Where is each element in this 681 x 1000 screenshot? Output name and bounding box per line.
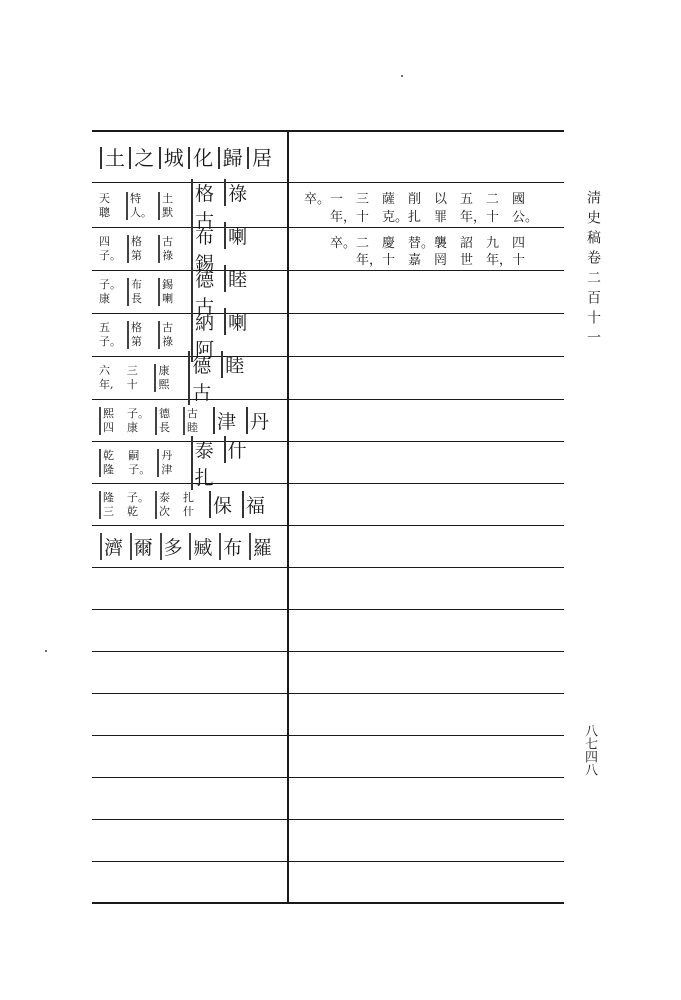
name-char: 喇	[224, 222, 247, 249]
row-line	[92, 651, 564, 652]
name-char: 津	[213, 407, 236, 434]
entry-row	[92, 484, 286, 525]
entry-note: 錫喇	[158, 278, 183, 306]
name-char: 喇	[224, 308, 247, 335]
entry-note: 隆三	[99, 491, 121, 519]
entry-note: 六年,	[99, 364, 114, 391]
heading-char: 之	[129, 147, 154, 169]
entry-note: 三十	[126, 364, 138, 391]
side-title	[580, 190, 600, 350]
row-line	[92, 819, 564, 820]
entry-note: 特人。	[126, 192, 152, 220]
page-number	[580, 724, 600, 776]
row-line	[92, 777, 564, 778]
entry-note: 布長	[127, 278, 152, 306]
entry-note: 五子。	[99, 321, 121, 348]
entry-note: 天聰	[99, 191, 110, 219]
entry-name	[191, 436, 286, 490]
right-row1-line2: 年，十 克。扎 罪 年，十 公。	[304, 210, 539, 225]
entry-note: 子。康	[99, 278, 121, 305]
heading-char: 化	[188, 147, 213, 169]
heading-char: 城	[159, 147, 184, 169]
entry-name	[188, 351, 286, 405]
name-char: 多	[160, 533, 183, 560]
name-char: 古	[191, 206, 214, 233]
name-char: 扎	[191, 463, 214, 490]
name-char: 德	[188, 351, 211, 378]
heading-char: 居	[247, 147, 272, 169]
right-row2-line1: 卒。二 慶 替。襲 詔 九 四	[304, 236, 526, 251]
entry-row	[92, 226, 286, 275]
row-line	[92, 567, 564, 568]
entry-name	[213, 407, 279, 434]
entry-row	[92, 526, 286, 567]
name-char: 睦	[224, 265, 247, 292]
column-divider	[287, 130, 289, 904]
page-number-text: 八七四八	[582, 724, 597, 776]
name-char: 福	[242, 491, 265, 518]
entry-note: 格第	[127, 235, 152, 263]
print-speck	[45, 650, 47, 652]
entry-note: 熙四	[99, 407, 121, 435]
print-speck	[401, 75, 403, 77]
entry-name	[209, 491, 275, 518]
entry-row	[92, 439, 286, 489]
entry-note: 乾隆	[99, 449, 122, 477]
name-char: 丹	[246, 407, 269, 434]
entry-note: 子。乾	[127, 490, 149, 518]
entry-note: 格第	[127, 321, 152, 349]
entry-note: 丹津	[157, 449, 182, 477]
entry-note: 泰次	[155, 491, 177, 519]
name-char: 格	[191, 179, 214, 206]
entry-note: 土默	[158, 192, 183, 220]
entry-note: 德長	[155, 407, 177, 435]
side-title-text: 淸史稿卷二百十一	[585, 190, 601, 350]
entry-note: 古祿	[158, 321, 183, 349]
entry-row	[92, 355, 286, 404]
name-char: 古	[191, 292, 214, 319]
heading-char: 土	[100, 147, 125, 169]
entry-note: 嗣子。	[128, 448, 151, 476]
name-char: 睦	[221, 351, 244, 378]
entry-row	[92, 269, 286, 318]
heading-row	[92, 134, 286, 182]
right-row2-line2: 年，十 嘉 罔 世 年，十	[304, 253, 526, 268]
entry-note: 康熙	[154, 364, 180, 392]
entry-note: 古睦	[183, 407, 205, 435]
name-char: 什	[224, 436, 247, 463]
entry-note: 四子。	[99, 235, 121, 262]
name-char: 布	[219, 533, 242, 560]
name-char: 納	[191, 308, 214, 335]
row-line	[92, 182, 564, 183]
row-line	[92, 609, 564, 610]
name-char: 爾	[130, 533, 153, 560]
entry-row	[92, 312, 286, 361]
name-char: 德	[191, 265, 214, 292]
name-char: 濟	[100, 533, 123, 560]
name-char: 祿	[224, 179, 247, 206]
row-line	[92, 693, 564, 694]
entry-row	[92, 182, 286, 232]
entry-note: 古祿	[158, 235, 183, 263]
row-line	[92, 735, 564, 736]
bottom-rule	[92, 902, 564, 904]
name-char: 錫	[191, 249, 214, 276]
name-char: 布	[191, 222, 214, 249]
row-line	[92, 861, 564, 862]
name-char: 阿	[191, 335, 214, 362]
entry-note: 子。康	[127, 406, 149, 434]
heading-char: 歸	[218, 147, 243, 169]
right-row1-line1: 卒。一 三 薩 削 以 五 二 國	[304, 192, 526, 207]
name-char: 古	[188, 378, 211, 405]
name-char: 臧	[189, 533, 212, 560]
entry-note: 扎什	[183, 490, 194, 518]
top-rule	[92, 130, 564, 132]
name-char: 泰	[191, 436, 214, 463]
name-char: 羅	[249, 533, 272, 560]
name-char: 保	[209, 491, 232, 518]
